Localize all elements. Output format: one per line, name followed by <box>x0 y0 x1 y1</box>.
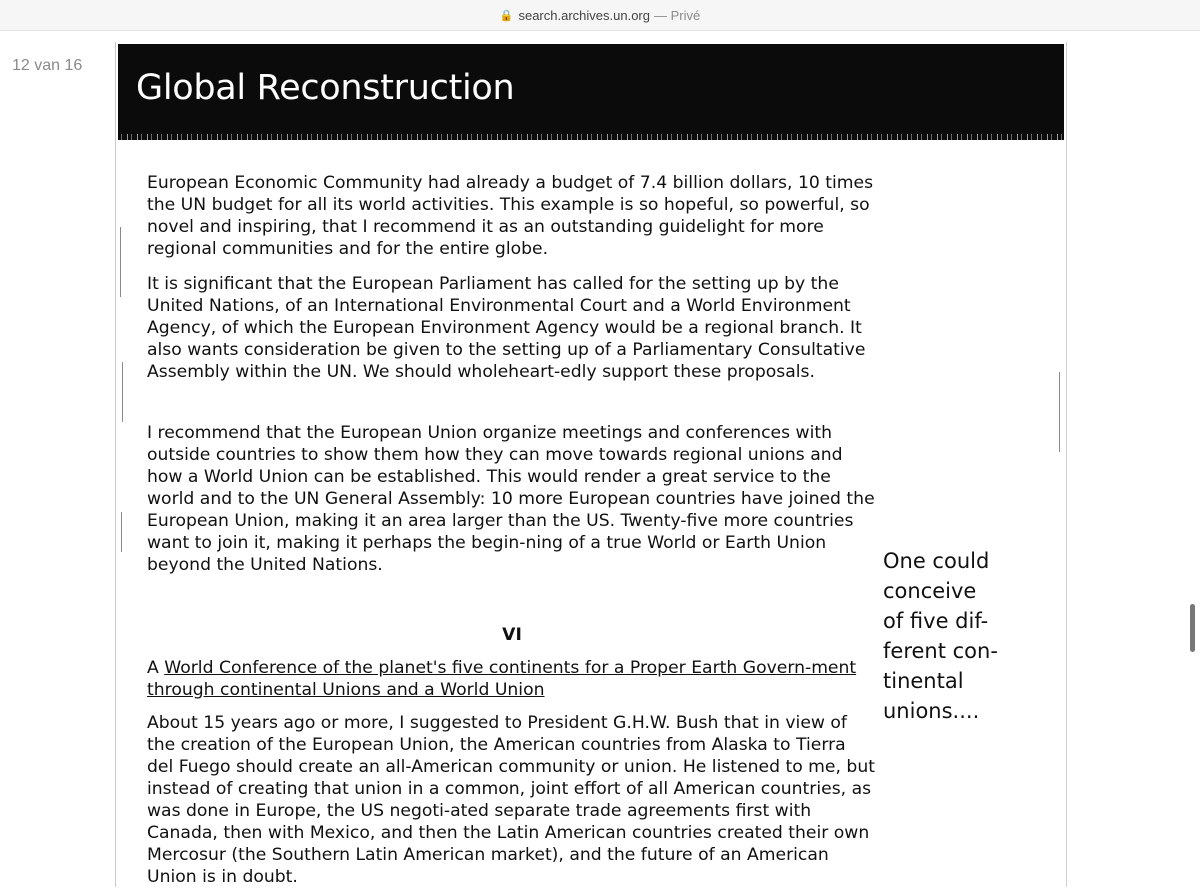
scan-artifact <box>120 227 121 297</box>
paragraph: It is significant that the European Parliament has called for the setting up by the United Nations, of an International Environmental Court and a World Environment Agency, of which the European Environment Agency would be a regional branch. It also wants consideration be given to the setting up of a Parliamentary Consultative Assembly within the UN. We should wholeheart-edly support these proposals. <box>147 274 866 382</box>
scan-artifact <box>122 362 123 422</box>
lock-icon: 🔒 <box>499 9 514 22</box>
section-number: VI <box>502 625 522 645</box>
scan-artifact <box>121 512 122 552</box>
scan-artifact <box>1059 372 1060 452</box>
section-prefix: A <box>147 658 165 678</box>
private-label: — Privé <box>653 7 701 23</box>
paragraph: About 15 years ago or more, I suggested to President G.H.W. Bush that in view of the creation of the European Union, the American countries from Alaska to Tierra del Fuego should create an all-American community or union. He listened to me, but instead of creating that union in a common, joint effort of all American countries, as was done in Europe, the US negoti-ated separate trade agreements first with Canada, then with Mexico, and then the Latin American countries created their own Mercosur (the Southern Latin American market), and the future of an American Union is in doubt. <box>147 713 875 887</box>
url-text[interactable]: search.archives.un.org <box>518 7 650 23</box>
paragraph: European Economic Community had already a budget of 7.4 billion dollars, 10 times the UN budget for all its world activities. This example is so hopeful, so powerful, so novel and inspiring, that I recommend it as an outstanding guidelight for more regional communities and for the entire globe. <box>147 173 874 259</box>
section-heading <box>147 657 877 701</box>
scrollbar-thumb[interactable] <box>1190 604 1195 652</box>
document-title: Global Reconstruction <box>136 68 515 108</box>
margin-note: One could conceive of five dif- ferent con- tinental unions.... <box>883 549 998 723</box>
section-title: World Conference of the planet's five continents for a Proper Earth Govern-ment through continental Unions and a World Union <box>147 658 857 700</box>
title-banner <box>118 44 1064 140</box>
paragraph: I recommend that the European Union organize meetings and conferences with outside countries to show them how they can move towards regional unions and how a World Union can be established. This would render a great service to the world and to the UN General Assembly: 10 more European countries have joined the European Union, making it an area larger than the US. Twenty-five more countries want to join it, making it perhaps the begin-ning of a true World or Earth Union beyond the United Nations. <box>147 423 875 575</box>
document-page <box>115 42 1067 887</box>
page-counter: 12 van 16 <box>12 57 83 74</box>
browser-address-bar[interactable] <box>0 0 1200 31</box>
